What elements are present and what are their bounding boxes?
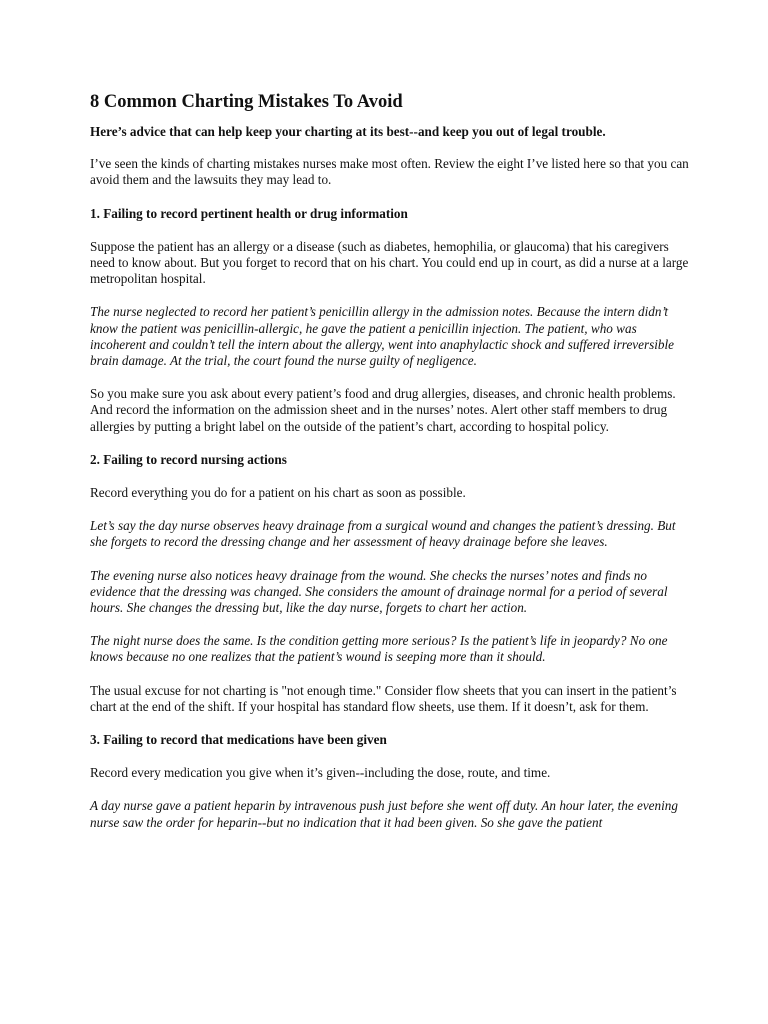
example-paragraph: The night nurse does the same. Is the condition getting more serious? Is the patient’s life in jeopardy? No one knows because no one realizes that the patient’s wound is seeping more than it should. xyxy=(90,633,668,665)
body-paragraph: Suppose the patient has an allergy or a disease (such as diabetes, hemophilia, or glaucoma) that his caregivers need to know about. But you forget to record that on his chart. You could end up in court, as did a nurse at a large metropolitan hospital. xyxy=(90,238,689,287)
body-paragraph: The usual excuse for not charting is "not enough time." Consider flow sheets that you can insert in the patient’s chart at the end of the shift. If your hospital has standard flow sheets, use them. If it doesn’t, ask for them. xyxy=(90,682,677,714)
body-paragraph: So you make sure you ask about every patient’s food and drug allergies, diseases, and chronic health problems. And record the information on the admission sheet and in the nurses’ notes. Alert other staff members to drug allergies by putting a bright label on the outside of the patient’s chart, according to hospital policy. xyxy=(90,386,676,434)
section-1 xyxy=(90,206,690,435)
example-paragraph: Let’s say the day nurse observes heavy drainage from a surgical wound and changes the patient’s dressing. But she forgets to record the dressing change and her assessment of heavy drainage before she leaves. xyxy=(90,518,676,550)
section-3 xyxy=(90,732,690,831)
example-paragraph: A day nurse gave a patient heparin by intravenous push just before she went off duty. An hour later, the evening nurse saw the order for heparin--but no indication that it had been given. So she gave the patient xyxy=(90,798,678,830)
document-page xyxy=(90,90,690,848)
document-subtitle: Here’s advice that can help keep your charting at its best--and keep you out of legal trouble. xyxy=(90,124,606,139)
document-title: 8 Common Charting Mistakes To Avoid xyxy=(90,92,403,112)
example-paragraph: The nurse neglected to record her patient’s penicillin allergy in the admission notes. Because the intern didn’t know the patient was penicillin-allergic, he gave the patient a penicillin injection. The patient, who was incoherent and couldn’t tell the intern about the allergy, went into anaphylactic shock and suffered irreversible brain damage. At the trial, the court found the nurse guilty of negligence. xyxy=(90,304,675,369)
intro-paragraph: I’ve seen the kinds of charting mistakes nurses make most often. Review the eight I’ve listed here so that you can avoid them and the lawsuits they may lead to. xyxy=(90,156,689,188)
body-paragraph: Record everything you do for a patient on his chart as soon as possible. xyxy=(90,485,466,501)
section-heading: 2. Failing to record nursing actions xyxy=(90,451,287,467)
section-2 xyxy=(90,452,690,715)
section-heading: 3. Failing to record that medications have been given xyxy=(90,732,387,748)
section-heading: 1. Failing to record pertinent health or drug information xyxy=(90,205,408,221)
example-paragraph: The evening nurse also notices heavy drainage from the wound. She checks the nurses’ notes and finds no evidence that the dressing was changed. She considers the amount of drainage normal for a period of several hours. She changes the dressing but, like the day nurse, forgets to chart her action. xyxy=(90,567,668,616)
body-paragraph: Record every medication you give when it’s given--including the dose, route, and time. xyxy=(90,765,551,781)
